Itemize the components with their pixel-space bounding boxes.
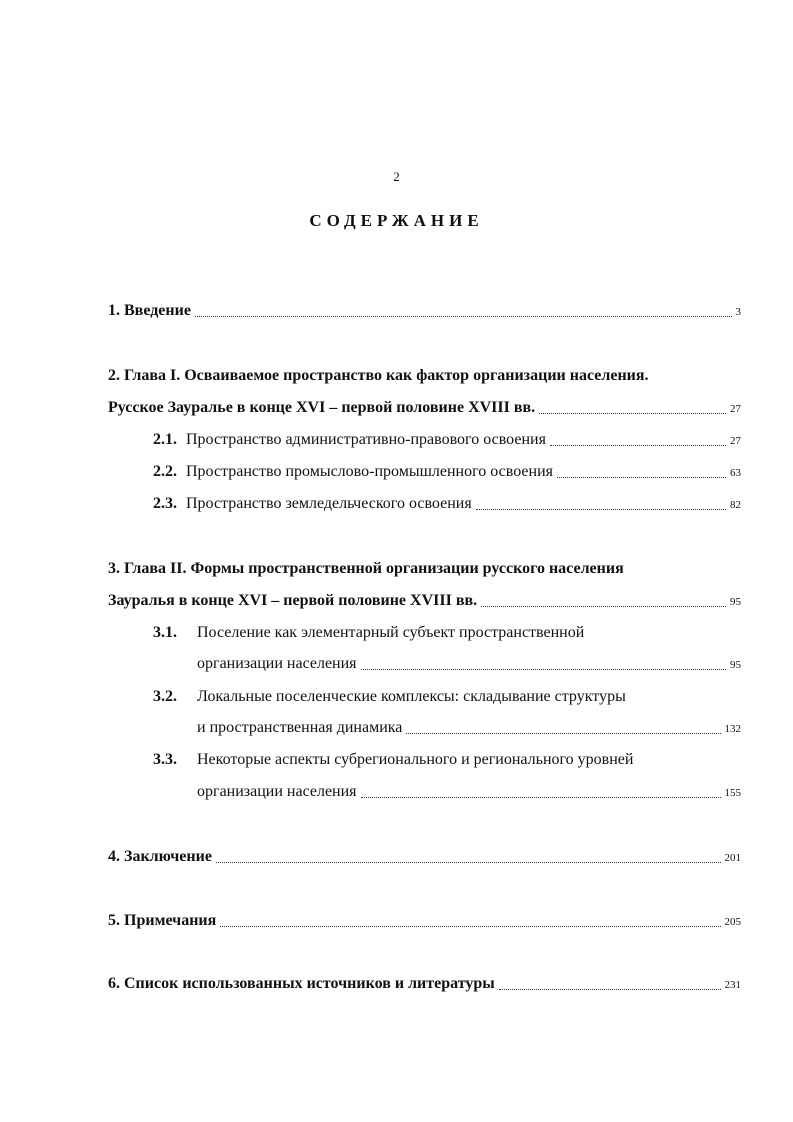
toc-entry-2-2[interactable] — [153, 462, 741, 483]
toc-entry-introduction[interactable] — [108, 301, 741, 322]
page-title: СОДЕРЖАНИЕ — [309, 211, 484, 230]
toc-entry-label: организации населения — [197, 655, 357, 672]
toc-entry-2-3[interactable] — [153, 494, 741, 515]
section-number: 2.1. — [153, 431, 177, 448]
leader-dots — [550, 445, 726, 446]
toc-entry-2-1[interactable] — [153, 430, 741, 451]
leader-dots — [539, 413, 726, 414]
toc-entry-label: Пространство административно-правового освоения — [186, 431, 546, 448]
toc-entry-label: Некоторые аспекты субрегионального и регионального уровней — [197, 751, 634, 768]
leader-dots — [499, 989, 721, 990]
toc-page-number: 155 — [724, 787, 741, 799]
leader-dots — [220, 926, 720, 927]
toc-page-number: 82 — [730, 499, 741, 511]
section-number: 2.3. — [153, 495, 177, 512]
toc-entry-label: организации населения — [197, 783, 357, 800]
toc-entry-label: 4. Заключение — [108, 848, 212, 865]
section-number: 3.2. — [153, 688, 177, 705]
toc-entry-label: и пространственная динамика — [197, 719, 403, 736]
leader-dots — [406, 733, 720, 734]
toc-chapter-1-line1[interactable]: 2. Глава I. Осваиваемое пространство как фактор организации населения. — [108, 367, 649, 384]
toc-entry-label: 6. Список использованных источников и литературы — [108, 975, 495, 992]
toc-entry-label: Пространство промыслово-промышленного освоения — [186, 463, 553, 480]
toc-entry-label: Поселение как элементарный субъект пространственной — [197, 624, 585, 641]
toc-entry-chapter-1[interactable] — [108, 398, 741, 419]
toc-entry-3-3-line1[interactable] — [153, 750, 633, 770]
toc-entry-3-1[interactable] — [197, 654, 741, 675]
toc-entry-label: Зауралья в конце XVI – первой половине XVIII вв. — [108, 592, 478, 609]
leader-dots — [216, 862, 721, 863]
leader-dots — [361, 669, 726, 670]
leader-dots — [557, 477, 726, 478]
toc-page-number: 27 — [730, 435, 741, 447]
section-number: 2.2. — [153, 463, 177, 480]
leader-dots — [361, 797, 721, 798]
toc-page-number: 132 — [724, 723, 741, 735]
toc-entry-sources[interactable] — [108, 974, 741, 995]
toc-entry-label: Пространство земледельческого освоения — [186, 495, 472, 512]
leader-dots — [476, 509, 726, 510]
toc-entry-chapter-2[interactable] — [108, 591, 741, 612]
toc-entry-label: 5. Примечания — [108, 912, 217, 929]
toc-page-number: 27 — [730, 403, 741, 415]
leader-dots — [195, 316, 732, 317]
toc-entry-3-3[interactable] — [197, 782, 741, 803]
toc-page-number: 3 — [735, 306, 741, 318]
section-number: 3.1. — [153, 624, 177, 641]
section-number: 3.3. — [153, 751, 177, 768]
leader-dots — [481, 606, 726, 607]
toc-entry-3-1-line1[interactable] — [153, 623, 584, 643]
toc-page-number: 63 — [730, 467, 741, 479]
toc-entry-3-2-line1[interactable] — [153, 687, 626, 707]
toc-page-number: 205 — [724, 916, 741, 928]
toc-entry-notes[interactable] — [108, 911, 741, 932]
toc-entry-label: 1. Введение — [108, 302, 191, 319]
toc-page-number: 201 — [724, 852, 741, 864]
toc-entry-label: Локальные поселенческие комплексы: складывание структуры — [197, 688, 626, 705]
page-number: 2 — [393, 169, 400, 184]
toc-chapter-2-line1[interactable]: 3. Глава II. Формы пространственной организации русского населения — [108, 560, 624, 577]
toc-page-number: 231 — [724, 979, 741, 991]
toc-page-number: 95 — [730, 596, 741, 608]
toc-entry-label: Русское Зауралье в конце XVI – первой половине XVIII вв. — [108, 399, 536, 416]
toc-page-number: 95 — [730, 659, 741, 671]
toc-entry-conclusion[interactable] — [108, 847, 741, 868]
toc-entry-3-2[interactable] — [197, 718, 741, 739]
